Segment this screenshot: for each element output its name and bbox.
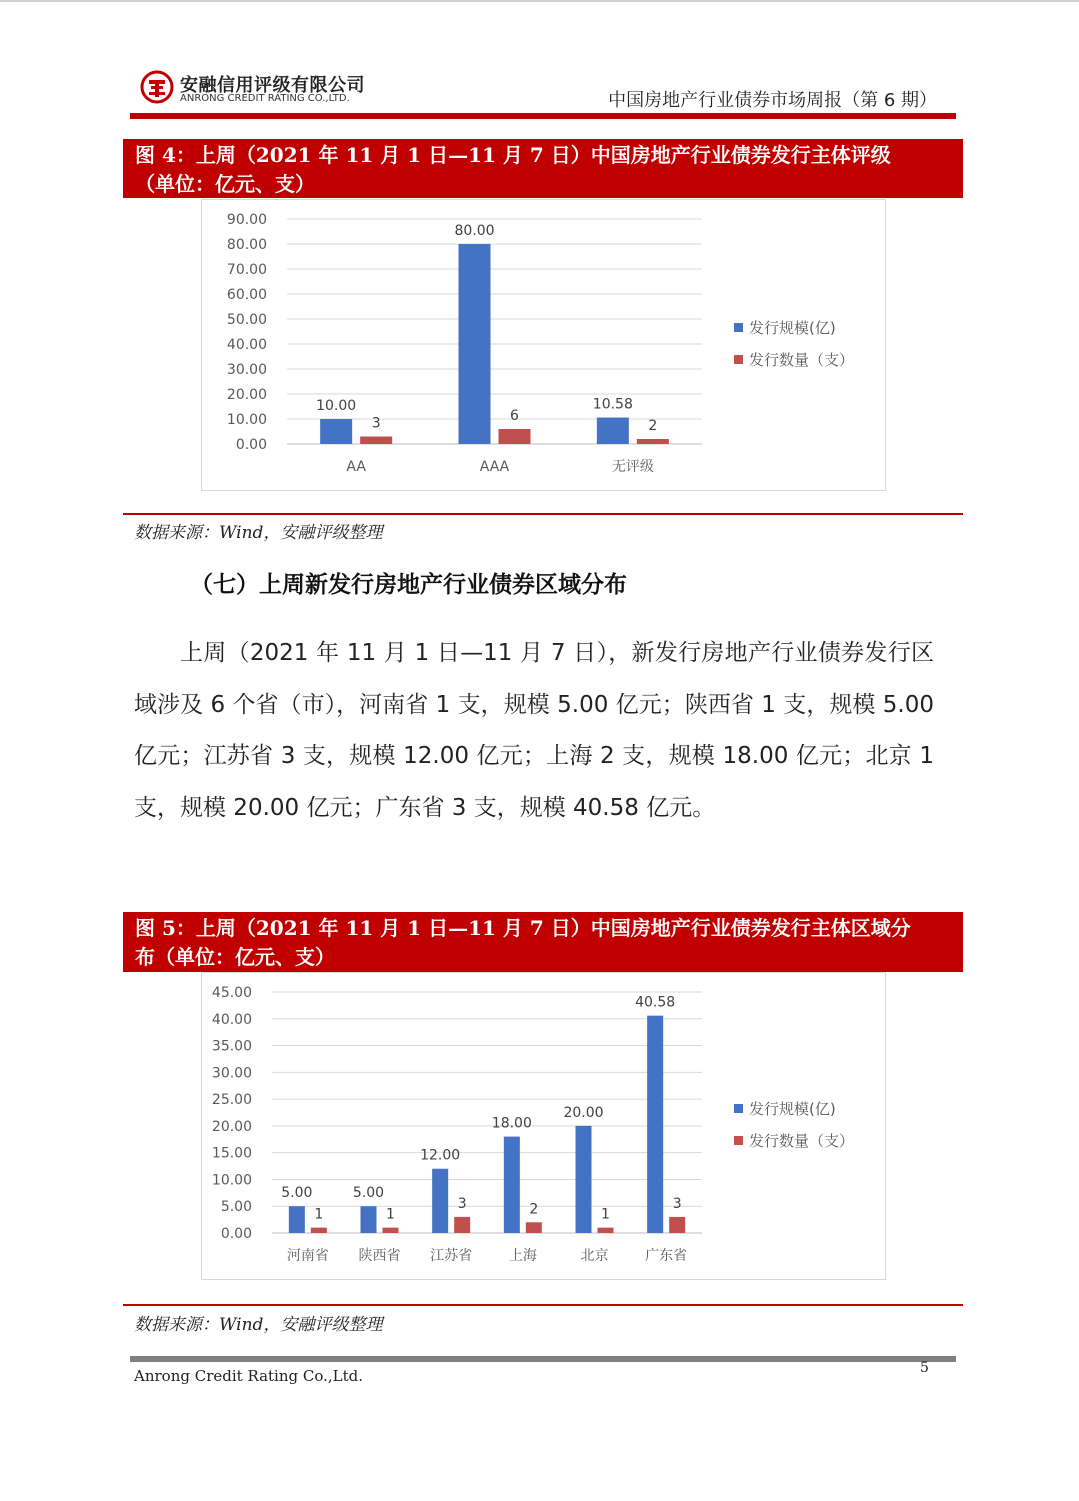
anrong-logo-icon: [140, 70, 174, 104]
x-category-label: 上海: [508, 1248, 537, 1264]
bar-scale: [647, 1016, 663, 1233]
y-tick-label: 25.00: [211, 1092, 252, 1109]
data-label: 1: [601, 1206, 610, 1223]
y-tick-label: 50.00: [226, 312, 267, 328]
report-title: 中国房地产行业债券市场周报（第 6 期）: [608, 90, 937, 111]
figure5-source-rule: [123, 1304, 963, 1306]
footer-rule: [130, 1356, 956, 1362]
header-rule: [130, 113, 956, 119]
x-category-label: AAA: [479, 459, 510, 475]
y-tick-label: 15.00: [211, 1145, 252, 1162]
bar-scale: [361, 1206, 377, 1233]
section-heading: （七）上周新发行房地产行业债券区域分布: [190, 571, 627, 598]
bar-scale: [320, 419, 352, 444]
x-category-label: 无评级: [611, 459, 654, 475]
data-label: 5.00: [281, 1185, 313, 1202]
y-tick-label: 0.00: [220, 1226, 252, 1242]
x-category-label: 陕西省: [358, 1248, 401, 1264]
bar-count: [526, 1222, 542, 1233]
data-label: 6: [510, 408, 519, 424]
figure5-source: 数据来源：Wind，安融评级整理: [134, 1315, 383, 1335]
top-border: [0, 0, 1079, 2]
bar-count: [669, 1217, 685, 1233]
y-tick-label: 30.00: [226, 362, 267, 378]
y-tick-label: 90.00: [226, 212, 267, 228]
y-tick-label: 20.00: [226, 387, 267, 403]
page-number: 5: [920, 1360, 929, 1376]
figure5-caption-line1: 图 5：上周（2021 年 11 月 1 日—11 月 7 日）中国房地产行业债券发行主体区域分: [135, 916, 911, 940]
bar-scale: [576, 1126, 592, 1233]
bar-scale: [289, 1206, 305, 1233]
figure5-bar-chart: [202, 973, 885, 1279]
y-tick-label: 5.00: [220, 1199, 252, 1216]
figure4-source-rule: [123, 513, 963, 515]
figure4-source: 数据来源：Wind，安融评级整理: [134, 523, 383, 543]
footer-company: Anrong Credit Rating Co.,Ltd.: [134, 1367, 364, 1385]
bar-scale: [597, 418, 629, 444]
bar-count: [454, 1217, 470, 1233]
y-tick-label: 40.00: [226, 337, 267, 353]
legend-swatch: [734, 1136, 743, 1145]
data-label: 40.58: [635, 994, 676, 1011]
figure4-bar-chart: [202, 200, 885, 490]
y-tick-label: 80.00: [226, 237, 267, 253]
legend-swatch: [734, 323, 743, 332]
y-tick-label: 60.00: [226, 287, 267, 303]
data-label: 18.00: [491, 1115, 532, 1132]
bar-scale: [459, 244, 491, 444]
bar-count: [311, 1228, 327, 1233]
y-tick-label: 30.00: [211, 1065, 252, 1082]
data-label: 1: [386, 1206, 395, 1223]
y-tick-label: 70.00: [226, 262, 267, 278]
data-label: 2: [529, 1201, 539, 1218]
figure5-chart-frame: [201, 972, 886, 1280]
data-label: 5.00: [352, 1185, 385, 1202]
figure4-chart-frame: [201, 199, 886, 491]
x-category-label: AA: [346, 459, 366, 475]
bar-count: [360, 437, 392, 445]
figure5-caption-line2: 布（单位：亿元、支）: [135, 945, 335, 969]
data-label: 10.00: [316, 398, 357, 414]
bar-scale: [504, 1137, 520, 1233]
legend-entry: 发行数量（支）: [749, 351, 855, 369]
bar-count: [383, 1228, 399, 1233]
bar-count: [499, 429, 531, 444]
bar-scale: [432, 1169, 448, 1233]
figure4-caption: [123, 139, 963, 198]
legend-entry: 发行数量（支）: [749, 1132, 855, 1150]
x-category-label: 北京: [580, 1248, 609, 1264]
company-name-en: ANRONG CREDIT RATING CO.,LTD.: [180, 93, 350, 104]
y-tick-label: 35.00: [211, 1038, 252, 1055]
x-category-label: 河南省: [286, 1248, 329, 1264]
y-tick-label: 45.00: [211, 985, 252, 1001]
y-tick-label: 10.00: [226, 412, 267, 428]
data-label: 1: [314, 1206, 324, 1223]
y-tick-label: 0.00: [235, 437, 267, 453]
bar-count: [598, 1228, 614, 1233]
legend-entry: 发行规模(亿): [749, 319, 836, 337]
figure4-caption-line1: 图 4：上周（2021 年 11 月 1 日—11 月 7 日）中国房地产行业债券发行主体评级: [135, 143, 891, 167]
figure5-caption: [123, 912, 963, 972]
figure4-caption-line2: （单位：亿元、支）: [135, 172, 315, 196]
data-label: 20.00: [563, 1104, 604, 1121]
data-label: 3: [672, 1195, 682, 1212]
legend-entry: 发行规模(亿): [749, 1100, 836, 1118]
legend-swatch: [734, 355, 743, 364]
x-category-label: 广东省: [645, 1248, 688, 1264]
bar-count: [637, 439, 669, 444]
company-name-cn: 安融信用评级有限公司: [180, 75, 365, 96]
data-label: 3: [457, 1195, 467, 1212]
legend-swatch: [734, 1104, 743, 1113]
data-label: 80.00: [454, 223, 495, 239]
data-label: 3: [371, 415, 381, 432]
data-label: 12.00: [420, 1147, 461, 1164]
body-paragraph: 上周（2021 年 11 月 1 日—11 月 7 日），新发行房地产行业债券发行区域涉及 6 个省（市），河南省 1 支，规模 5.00 亿元；陕西省 1 支，规模 5.00 亿元；江苏省 3 支，规模 12.00 亿元；上海 2 支，规模 18.00 亿元；北京 1 支，规模 20.00 亿元；广东省 3 支，规模 40.58 亿元。: [134, 640, 934, 821]
data-label: 10.58: [592, 396, 633, 413]
x-category-label: 江苏省: [430, 1248, 473, 1264]
y-tick-label: 40.00: [211, 1011, 252, 1028]
y-tick-label: 20.00: [211, 1118, 252, 1135]
y-tick-label: 10.00: [211, 1172, 252, 1189]
data-label: 2: [648, 418, 658, 434]
